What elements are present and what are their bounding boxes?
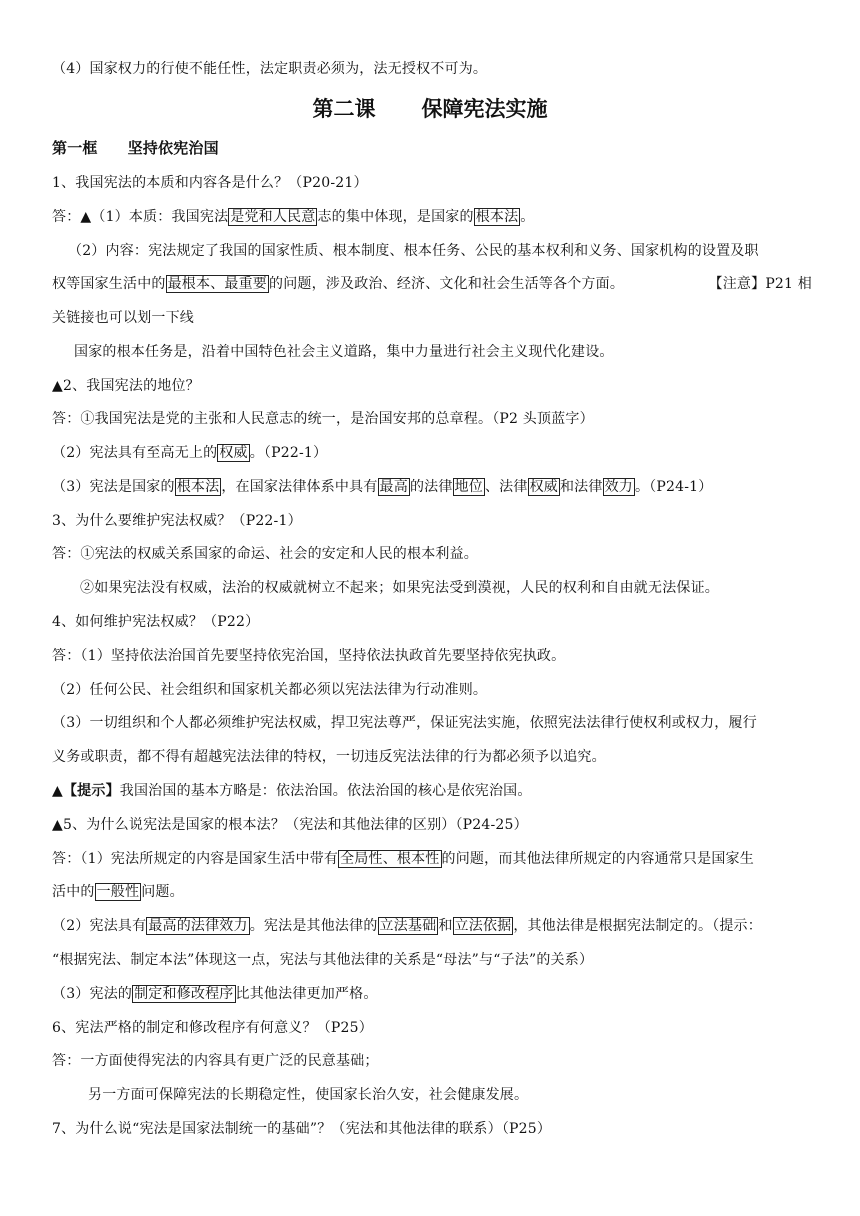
section-number: 第一框 bbox=[52, 139, 98, 157]
text-run: ，其他法律是根据宪法制定的。（提示： bbox=[513, 918, 762, 934]
boxed-keyword: 最高 bbox=[379, 479, 408, 495]
boxed-keyword: 权威 bbox=[219, 445, 248, 461]
text-run: 问题。 bbox=[141, 884, 184, 900]
answer-6-line-1: 答：一方面使得宪法的内容具有更广泛的民意基础； bbox=[52, 1053, 379, 1069]
boxed-keyword: 一般性 bbox=[96, 884, 140, 900]
boxed-keyword: 地位 bbox=[454, 479, 483, 495]
text-run: ▲ bbox=[52, 783, 63, 799]
text-run: 我国治国的基本方略是：依法治国。依法治国的核心是依宪治国。 bbox=[119, 783, 532, 799]
answer-5-line-4: “根据宪法、制定本法”体现这一点，宪法与其他法律的关系是“母法”与“子法”的关系） bbox=[52, 952, 594, 968]
answer-6-line-2: 另一方面可保障宪法的长期稳定性，使国家长治久安，社会健康发展。 bbox=[88, 1087, 529, 1103]
boxed-keyword: 立法依据 bbox=[454, 918, 512, 934]
boxed-keyword: 是党和人民意 bbox=[230, 209, 316, 225]
answer-4-line-1: 答：（1）坚持依法治国首先要坚持依宪治国，坚持依法执政首先要坚持依宪执政。 bbox=[52, 648, 566, 664]
text-run: （2）宪法具有 bbox=[52, 918, 147, 934]
section-heading bbox=[52, 138, 812, 158]
question-6: 6、宪法严格的制定和修改程序有何意义？（P25） bbox=[52, 1020, 373, 1036]
answer-5-line-5 bbox=[52, 984, 812, 1004]
answer-1-essence bbox=[52, 207, 812, 227]
boxed-keyword: 立法基础 bbox=[379, 918, 437, 934]
text-run: 和 bbox=[438, 918, 453, 934]
text-run: 。宪法是其他法律的 bbox=[249, 918, 378, 934]
text-run: 志的集中体现，是国家的 bbox=[317, 209, 474, 225]
boxed-keyword: 效力 bbox=[604, 479, 633, 495]
boxed-keyword: 制定和修改程序 bbox=[134, 986, 234, 1002]
question-2: ▲2、我国宪法的地位？ bbox=[52, 378, 200, 394]
question-3: 3、为什么要维护宪法权威？（P22-1） bbox=[52, 513, 302, 529]
question-5: ▲5、为什么说宪法是国家的根本法？（宪法和其他法律的区别）（P24-25） bbox=[52, 817, 528, 833]
answer-5-line-1 bbox=[52, 849, 812, 869]
text-run: 。（P22-1） bbox=[249, 445, 328, 461]
answer-2-line-1: 答：①我国宪法是党的主张和人民意志的统一，是治国安邦的总章程。（P2 头顶蓝字） bbox=[52, 411, 594, 427]
answer-3-line-2: ②如果宪法没有权威，法治的权威就树立不起来；如果宪法受到漠视，人民的权利和自由就无法保证。 bbox=[80, 580, 719, 596]
boxed-keyword: 全局性、根本性 bbox=[340, 851, 440, 867]
text-run: 活中的 bbox=[52, 884, 95, 900]
fundamental-task: 国家的根本任务是，沿着中国特色社会主义道路，集中力量进行社会主义现代化建设。 bbox=[74, 344, 614, 360]
answer-1-content-cont bbox=[52, 274, 812, 294]
text-run: 答：（1）宪法所规定的内容是国家生活中带有 bbox=[52, 851, 339, 867]
text-run: （3）宪法是国家的 bbox=[52, 479, 175, 495]
answer-5-line-3 bbox=[52, 916, 812, 936]
answer-5-line-2 bbox=[52, 882, 812, 902]
paragraph-line: （4）国家权力的行使不能任性，法定职责必须为，法无授权不可为。 bbox=[52, 61, 488, 77]
boxed-keyword: 权威 bbox=[529, 479, 558, 495]
text-run: 。（P24-1） bbox=[634, 479, 713, 495]
tip-line bbox=[52, 781, 812, 801]
answer-4-line-4: 义务或职责，都不得有超越宪法法律的特权，一切违反宪法法律的行为都必须予以追究。 bbox=[52, 749, 606, 765]
text-run: 的问题，涉及政治、经济、文化和社会生活等各个方面。 bbox=[269, 276, 625, 292]
text-run: 。 bbox=[520, 209, 535, 225]
text-run: ，在国家法律体系中具有 bbox=[221, 479, 378, 495]
note-continuation: 关链接也可以划一下线 bbox=[52, 310, 194, 326]
boxed-keyword: 根本法 bbox=[176, 479, 220, 495]
text-run: 的法律 bbox=[409, 479, 453, 495]
boxed-keyword: 根本法 bbox=[475, 209, 519, 225]
question-7: 7、为什么说“宪法是国家法制统一的基础”？（宪法和其他法律的联系）（P25） bbox=[52, 1121, 552, 1137]
lesson-number: 第二课 bbox=[312, 96, 376, 121]
answer-4-line-3: （3）一切组织和个人都必须维护宪法权威，捍卫宪法尊严，保证宪法实施，依照宪法法律行使权利或权力，履行 bbox=[52, 715, 757, 731]
question-4: 4、如何维护宪法权威？（P22） bbox=[52, 614, 260, 630]
note-text: 【注意】P21 相 bbox=[708, 276, 812, 292]
answer-3-line-1: 答：①宪法的权威关系国家的命运、社会的安定和人民的根本利益。 bbox=[52, 546, 478, 562]
text-run: （3）宪法的 bbox=[52, 986, 133, 1002]
answer-2-line-3 bbox=[52, 477, 812, 497]
text-run: 答：▲（1）本质：我国宪法 bbox=[52, 209, 229, 225]
question-1: 1、我国宪法的本质和内容各是什么？（P20-21） bbox=[52, 175, 368, 191]
boxed-keyword: 最根本、最重要 bbox=[167, 276, 268, 292]
answer-2-line-2 bbox=[52, 443, 812, 463]
text-run: （2）宪法具有至高无上的 bbox=[52, 445, 218, 461]
tip-label: 【提示】 bbox=[62, 783, 120, 799]
lesson-name: 保障宪法实施 bbox=[421, 96, 548, 121]
text-run: 的问题，而其他法律所规定的内容通常只是国家生 bbox=[441, 851, 754, 867]
boxed-keyword: 最高的法律效力 bbox=[148, 918, 248, 934]
text-run: 、法律 bbox=[484, 479, 528, 495]
answer-4-line-2: （2）任何公民、社会组织和国家机关都必须以宪法法律为行动准则。 bbox=[52, 682, 488, 698]
section-name: 坚持依宪治国 bbox=[127, 139, 219, 157]
answer-1-content: （2）内容：宪法规定了我国的国家性质、根本制度、根本任务、公民的基本权利和义务、国家机构的设置及职 bbox=[68, 243, 759, 259]
text-run: 权等国家生活中的 bbox=[52, 276, 166, 292]
text-run: 和法律 bbox=[559, 479, 603, 495]
lesson-title bbox=[0, 95, 860, 123]
text-run: 比其他法律更加严格。 bbox=[235, 986, 378, 1002]
